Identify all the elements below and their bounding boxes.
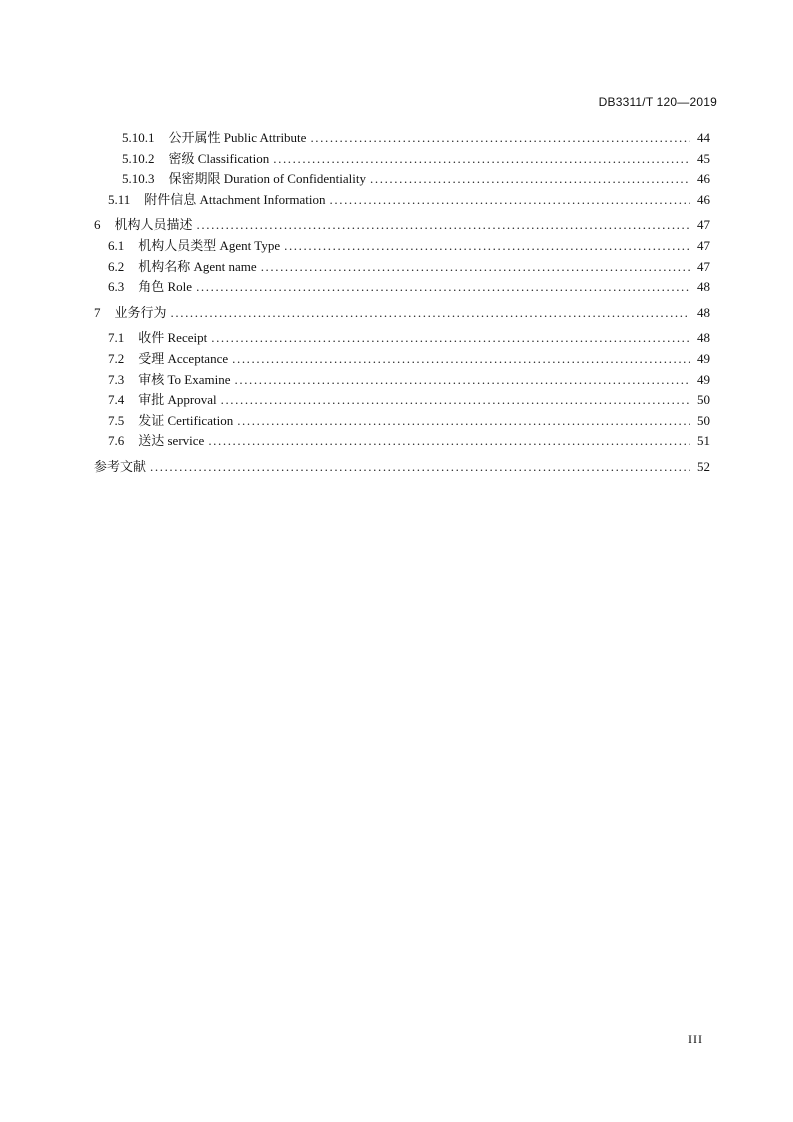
toc-entry-number: 6.1 [108,237,125,253]
toc-dot-leader [196,277,690,298]
toc-dot-leader [284,236,690,257]
toc-entry-page: 45 [697,150,710,166]
toc-entry[interactable] [94,149,710,170]
toc-entry[interactable] [94,431,710,452]
toc-entry-title: 机构人员类型 Agent Type [138,237,281,253]
toc-entry[interactable] [94,257,710,278]
toc-entry-title: 附件信息 Attachment Information [144,191,326,207]
toc-entry[interactable] [94,349,710,370]
toc-dot-leader [211,328,690,349]
toc-entry-page: 48 [697,304,710,320]
toc-entry[interactable] [94,303,710,324]
toc-entry-title: 机构人员描述 [114,217,193,233]
toc-entry-page: 47 [697,217,710,233]
toc-entry-number: 7.3 [108,371,125,387]
toc-entry-number: 7.4 [108,392,125,408]
toc-entry-title: 机构名称 Agent name [138,258,257,274]
page-number-footer: III [688,1032,703,1046]
toc-entry-page: 49 [697,371,710,387]
toc-entry-number: 7.5 [108,412,125,428]
toc-dot-leader [330,190,690,211]
toc-entry-page: 50 [697,392,710,408]
toc-entry-title: 收件 Receipt [138,330,208,346]
toc-entry-references[interactable] [94,457,710,478]
toc-entry[interactable] [94,169,710,190]
toc-entry[interactable] [94,411,710,432]
toc-dot-leader [370,169,690,190]
toc-entry-page: 51 [697,433,710,449]
toc-entry-page: 48 [697,330,710,346]
toc-entry[interactable] [94,236,710,257]
toc-entry-number: 6.3 [108,279,125,295]
toc-dot-leader [310,128,690,149]
toc-entry-page: 49 [697,350,710,366]
toc-entry-page: 47 [697,237,710,253]
toc-dot-leader [261,257,690,278]
toc-entry-page: 47 [697,258,710,274]
toc-entry-number: 6.2 [108,258,125,274]
toc-entry-number: 7.1 [108,330,125,346]
toc-entry[interactable] [94,277,710,298]
toc-dot-leader [150,457,690,478]
toc-entry[interactable] [94,328,710,349]
toc-entry-number: 7.2 [108,350,125,366]
toc-dot-leader [221,390,690,411]
toc-entry-number: 5.11 [108,191,131,207]
toc-entry-number: 7.6 [108,433,125,449]
toc-entry-page: 50 [697,412,710,428]
toc-entry-title: 业务行为 [114,304,167,320]
toc-entry-number: 7 [94,304,101,320]
toc-entry[interactable] [94,190,710,211]
toc-entry-number: 5.10.2 [122,150,155,166]
toc-entry-title: 发证 Certification [138,412,234,428]
toc-entry-title: 保密期限 Duration of Confidentiality [168,171,367,187]
toc-entry[interactable] [94,215,710,236]
toc-entry-title: 审批 Approval [138,392,217,408]
toc-dot-leader [171,303,690,324]
toc-dot-leader [273,149,690,170]
toc-entry[interactable] [94,128,710,149]
toc-entry-number: 6 [94,217,101,233]
toc-entry-page: 46 [697,191,710,207]
toc-entry-page: 46 [697,171,710,187]
toc-entry-title: 密级 Classification [168,150,270,166]
toc-dot-leader [235,370,691,391]
toc-entry[interactable] [94,390,710,411]
table-of-contents [94,128,710,478]
toc-entry-title: 受理 Acceptance [138,350,229,366]
toc-entry-title: 公开属性 Public Attribute [168,130,307,145]
document-code-header: DB3311/T 120—2019 [598,95,717,109]
toc-dot-leader [237,411,690,432]
toc-entry-title: 送达 service [138,433,205,449]
toc-dot-leader [208,431,690,452]
toc-entry-title: 参考文献 [94,458,147,474]
toc-dot-leader [232,349,690,370]
toc-entry-title: 角色 Role [138,279,193,295]
toc-entry-page: 44 [697,130,710,145]
toc-entry-number: 5.10.3 [122,171,155,187]
toc-entry-page: 52 [697,458,710,474]
toc-entry-number: 5.10.1 [122,130,155,145]
toc-entry-page: 48 [697,279,710,295]
toc-entry[interactable] [94,370,710,391]
toc-entry-title: 审核 To Examine [138,371,231,387]
toc-dot-leader [197,215,690,236]
